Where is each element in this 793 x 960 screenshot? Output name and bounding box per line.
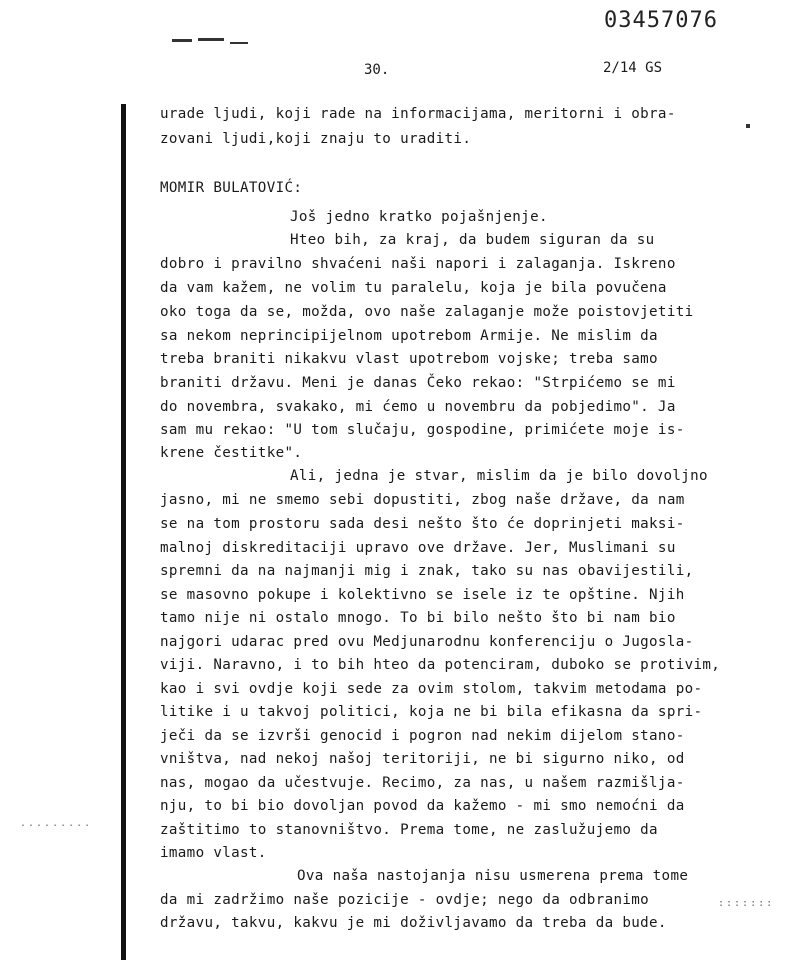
scan-mark: [230, 42, 248, 44]
text-line: jasno, mi ne smemo sebi dopustiti, zbog naše države, da nam: [160, 492, 685, 508]
text-line: imamo vlast.: [160, 845, 267, 861]
text-line: se na tom prostoru sada desi nešto što će doprinjeti maksi-: [160, 516, 685, 532]
text-line: državu, takvu, kakvu je mi doživljavamo da treba da bude.: [160, 915, 667, 931]
text-line: urade ljudi, koji rade na informacijama, meritorni i obra-: [160, 106, 676, 122]
text-line: Ova naša nastojanja nisu usmerena prema tome: [297, 868, 689, 884]
text-line: sa nekom neprincipijelnom upotrebom Armije. Ne mislim da: [160, 328, 658, 344]
text-line: nju, to bi bio dovoljan povod da kažemo - mi smo nemoćni da: [160, 798, 685, 814]
text-line: braniti državu. Meni je danas Čeko rekao: "Strpićemo se mi: [160, 375, 676, 391]
scan-dots: .........: [20, 818, 93, 829]
text-line: se masovno pokupe i kolektivno se isele iz te opštine. Njih: [160, 587, 685, 603]
text-line: nas, mogao da učestvuje. Recimo, za nas, u našem razmišlja-: [160, 775, 685, 791]
text-line: zaštitimo to stanovništvo. Prema tome, ne zaslužujemo da: [160, 822, 658, 838]
margin-bar: [121, 104, 126, 960]
text-line: kao i svi ovdje koji sede za ovim stolom, takvim metodama po-: [160, 681, 703, 697]
text-line: da mi zadržimo naše pozicije - ovdje; nego da odbranimo: [160, 892, 650, 908]
text-line: viji. Naravno, i to bih hteo da potenciram, duboko se protivim,: [160, 657, 721, 673]
text-line: da vam kažem, ne volim tu paralelu, koja je bila povučena: [160, 280, 667, 296]
text-line: malnoj diskreditaciji upravo ove države. Jer, Muslimani su: [160, 540, 676, 556]
text-line: dobro i pravilno shvaćeni naši napori i zalaganja. Iskreno: [160, 256, 676, 272]
scan-mark: [172, 39, 192, 42]
text-line: oko toga da se, možda, ovo naše zalaganje može poistovjetiti: [160, 304, 694, 320]
text-line: treba braniti nikakvu vlast upotrebom vojske; treba samo: [160, 351, 658, 367]
text-line: ječi da se izvrši genocid i pogron nad nekim dijelom stano-: [160, 728, 685, 744]
text-line: najgori udarac pred ovu Medjunarodnu konferenciju o Jugosla-: [160, 634, 694, 650]
text-line: zovani ljudi,koji znaju to uraditi.: [160, 131, 472, 147]
scan-mark: [746, 124, 750, 128]
page-number: 30.: [364, 62, 390, 78]
document-number: 03457076: [604, 8, 718, 33]
text-line: Ali, jedna je stvar, mislim da je bilo dovoljno: [290, 468, 708, 484]
tape-reference: 2/14 GS: [603, 60, 663, 76]
text-line: spremni da na najmanji mig i znak, tako su nas obavijestili,: [160, 563, 694, 579]
scan-mark: [198, 38, 224, 41]
text-line: sam mu rekao: "U tom slučaju, gospodine, primićete moje is-: [160, 422, 685, 438]
text-line: Još jedno kratko pojašnjenje.: [290, 209, 548, 225]
text-line: krene čestitke".: [160, 445, 303, 461]
text-line: litike i u takvoj politici, koja ne bi bila efikasna da spri-: [160, 704, 703, 720]
speaker-name: MOMIR BULATOVIĆ:: [160, 180, 303, 196]
text-line: Hteo bih, za kraj, da budem siguran da su: [290, 232, 655, 248]
text-line: do novembra, svakako, mi ćemo u novembru da pobjedimo". Ja: [160, 399, 676, 415]
text-line: vništva, nad nekoj našoj teritoriji, ne bi sigurno niko, od: [160, 751, 685, 767]
text-line: tamo nije ni ostalo mnogo. To bi bilo nešto što bi nam bio: [160, 610, 676, 626]
scan-dots: :::::::: [718, 898, 775, 909]
